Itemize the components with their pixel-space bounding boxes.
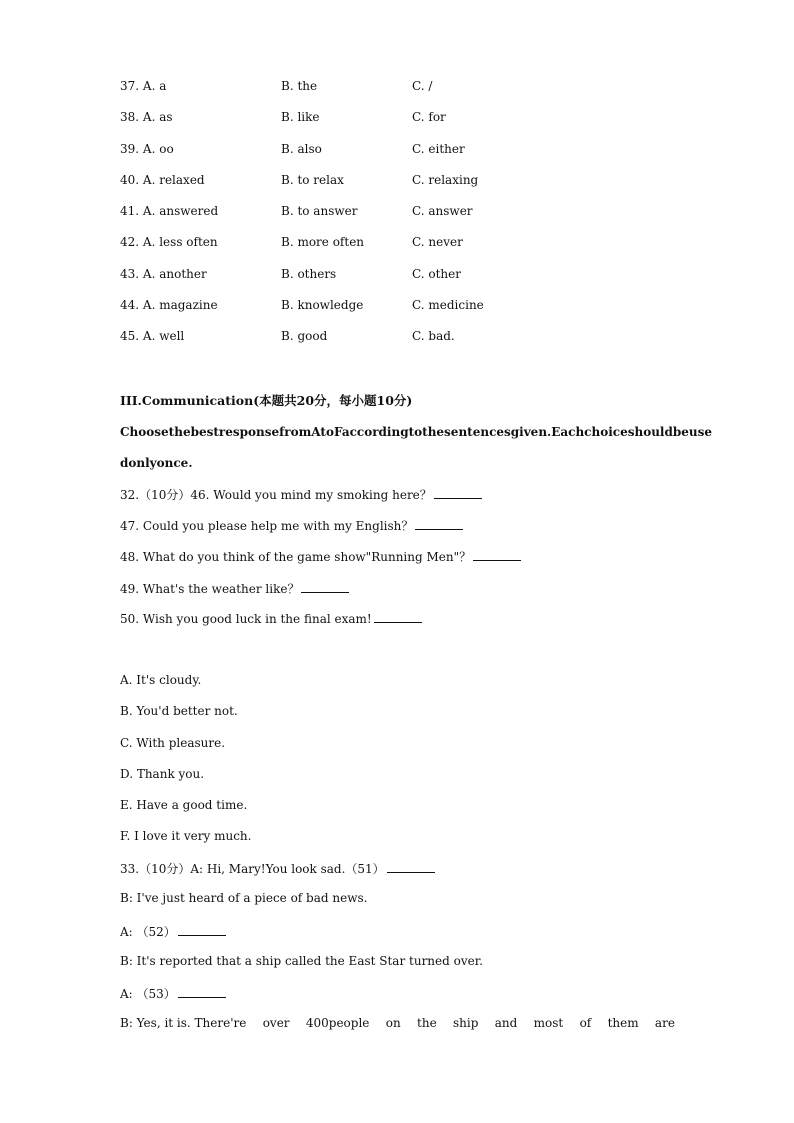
option-b: B. more often <box>281 235 365 250</box>
option-b: B. also <box>281 141 322 156</box>
option-row-42 <box>120 235 680 266</box>
dialogue-line-b1: B: I've just heard of a piece of bad news. <box>120 891 368 906</box>
option-b: B. to answer <box>281 204 358 218</box>
answer-blank <box>374 611 422 623</box>
option-row-43 <box>120 267 680 298</box>
option-b: B. to relax <box>281 172 344 187</box>
multiple-choice-options <box>120 79 680 360</box>
option-row-44 <box>120 298 680 329</box>
option-b: B. others <box>281 266 337 281</box>
section-instruction-line-2: donlyonce. <box>120 456 193 470</box>
communication-body <box>120 486 680 1016</box>
option-b: B. good <box>281 329 328 343</box>
answer-blank <box>473 549 521 561</box>
option-c: C. answer <box>412 204 473 218</box>
choice-c: C. With pleasure. <box>120 735 226 750</box>
answer-blank <box>301 581 349 593</box>
option-a: 40. A. relaxed <box>120 172 205 187</box>
option-c: C. medicine <box>412 297 484 312</box>
option-row-37 <box>120 79 680 110</box>
option-c: C. bad. <box>412 329 455 343</box>
section-instruction-line-1: ChoosethebestresponsefromAtoFaccordingtothesentencesgiven.Eachchoiceshouldbeuse <box>120 425 713 439</box>
option-row-39 <box>120 142 680 173</box>
choice-f: F. I love it very much. <box>120 829 252 844</box>
option-row-38 <box>120 110 680 141</box>
choice-b: B. You'd better not. <box>120 704 238 719</box>
option-c: C. never <box>412 235 463 250</box>
answer-blank <box>178 986 226 998</box>
option-a: 38. A. as <box>120 110 173 125</box>
answer-blank <box>415 518 463 530</box>
question-46: 32.（10分）46. Would you mind my smoking here？ <box>120 486 680 517</box>
choice-a: A. It's cloudy. <box>120 673 202 688</box>
option-c: C. / <box>412 79 433 93</box>
option-c: C. relaxing <box>412 172 479 187</box>
option-b: B. the <box>281 79 318 93</box>
answer-blank <box>178 924 226 936</box>
option-a: 43. A. another <box>120 266 207 281</box>
dialogue-line-53: A: （53） <box>120 985 680 1016</box>
option-c: C. other <box>412 266 461 281</box>
option-a: 39. A. oo <box>120 141 174 156</box>
dialogue-line-b3: B: Yes, it is. There're over 400people on the ship and most of them are <box>120 1016 675 1030</box>
option-c: C. either <box>412 141 465 156</box>
dialogue-line-51: 33.（10分）A: Hi, Mary!You look sad.（51） <box>120 860 680 891</box>
option-a: 45. A. well <box>120 329 185 343</box>
dialogue-line-b2: B: It's reported that a ship called the East Star turned over. <box>120 953 483 968</box>
option-b: B. knowledge <box>281 297 364 312</box>
choice-d: D. Thank you. <box>120 766 205 781</box>
option-a: 37. A. a <box>120 79 167 93</box>
option-b: B. like <box>281 110 320 125</box>
option-c: C. for <box>412 110 446 125</box>
option-a: 42. A. less often <box>120 235 218 250</box>
answer-blank <box>387 861 435 873</box>
dialogue-line-52: A: （52） <box>120 923 680 954</box>
question-49: 49. What's the weather like？ <box>120 580 680 611</box>
question-47: 47. Could you please help me with my English？ <box>120 517 680 548</box>
question-48: 48. What do you think of the game show"Running Men"？ <box>120 548 680 579</box>
option-row-45 <box>120 329 680 360</box>
answer-blank <box>434 487 482 499</box>
spacer <box>120 642 680 673</box>
option-a: 41. A. answered <box>120 204 219 218</box>
option-row-40 <box>120 173 680 204</box>
choice-e: E. Have a good time. <box>120 797 248 812</box>
section-title: III.Communication(本题共20分，每小题10分) <box>120 393 413 408</box>
question-50: 50. Wish you good luck in the final exam! <box>120 611 680 642</box>
option-row-41 <box>120 204 680 235</box>
option-a: 44. A. magazine <box>120 297 218 312</box>
